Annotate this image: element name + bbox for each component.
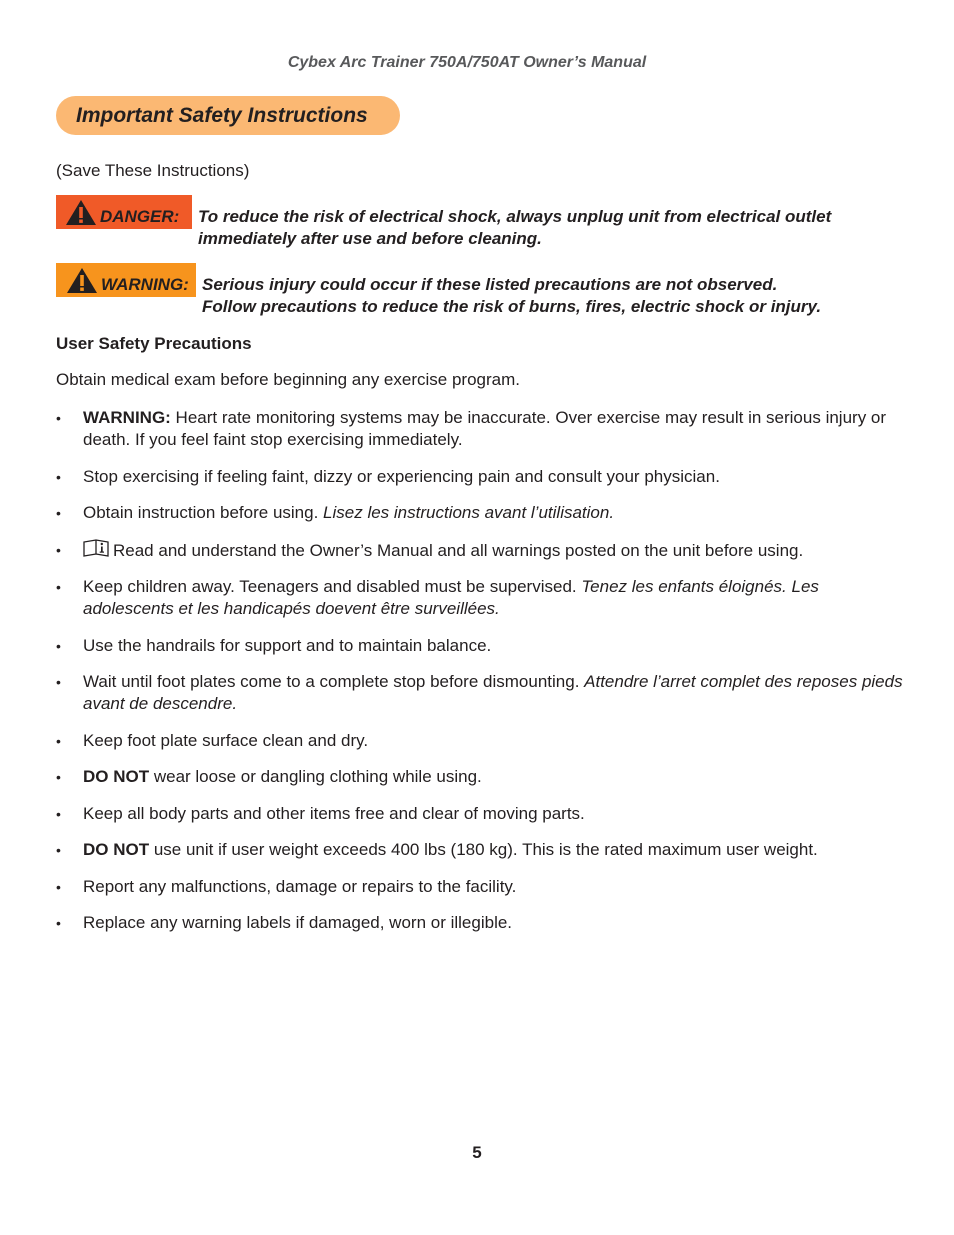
bullet: • (56, 579, 61, 595)
warning-label: WARNING: (101, 275, 189, 294)
danger-message (198, 206, 918, 250)
item-emphasis: DO NOT (83, 767, 150, 786)
list-item (56, 635, 906, 657)
danger-badge (56, 195, 192, 229)
warning-message (202, 274, 922, 318)
item-text: Replace any warning labels if damaged, worn or illegible. (83, 913, 513, 932)
list-item (56, 730, 906, 752)
list-item (56, 839, 906, 861)
item-text: Report any malfunctions, damage or repairs to the facility. (83, 876, 517, 896)
item-text: wear loose or dangling clothing while using. (149, 767, 482, 786)
user-safety-heading: User Safety Precautions (56, 334, 252, 353)
bullet: • (56, 878, 61, 895)
list-item (56, 502, 906, 524)
list-item (56, 539, 906, 562)
item-text: Keep children away. Teenagers and disabled must be supervised. (83, 577, 582, 596)
item-text: Keep all body parts and other items free and clear of moving parts. (83, 803, 585, 823)
bullet: • (56, 842, 61, 858)
warning-triangle-icon (65, 199, 97, 226)
item-emphasis: WARNING: (83, 408, 171, 427)
list-item (56, 876, 906, 898)
page-number: 5 (472, 1143, 482, 1162)
bullet: • (56, 732, 61, 749)
item-text: Read and understand the Owner’s Manual and all warnings posted on the unit before using. (113, 540, 804, 560)
warning-message-line: Follow precautions to reduce the risk of burns, fires, electric shock or injury. (202, 297, 822, 316)
bullet: • (56, 769, 61, 785)
safety-precautions-list (56, 407, 906, 949)
item-text: Use the handrails for support and to maintain balance. (83, 635, 492, 655)
danger-message-line: To reduce the risk of electrical shock, always unplug unit from electrical outlet (198, 207, 832, 226)
bullet: • (56, 410, 61, 426)
list-item (56, 576, 906, 620)
item-text: Obtain instruction before using. (83, 503, 324, 522)
item-text: Keep foot plate surface clean and dry. (83, 730, 369, 750)
list-item (56, 466, 906, 488)
item-french-text: Lisez les instructions avant l’utilisation. (323, 503, 615, 522)
manual-book-icon (83, 539, 109, 557)
list-item (56, 671, 906, 715)
item-text: use unit if user weight exceeds 400 lbs (180 kg). This is the rated maximum user weight. (149, 840, 818, 859)
item-text: Heart rate monitoring systems may be inaccurate. Over exercise may result in serious injury or death. If you feel faint stop exercising immediately. (83, 408, 887, 449)
list-item (56, 407, 906, 451)
item-french-text: Attendre l’arret complet des reposes pieds avant de descendre. (83, 672, 903, 713)
bullet: • (56, 468, 61, 485)
item-text: Stop exercising if feeling faint, dizzy or experiencing pain and consult your physician. (83, 466, 720, 486)
bullet: • (56, 674, 61, 690)
item-emphasis: DO NOT (83, 840, 150, 859)
section-title: Important Safety Instructions (56, 96, 400, 135)
list-item (56, 766, 906, 788)
running-header: Cybex Arc Trainer 750A/750AT Owner’s Manual (287, 54, 647, 71)
list-item (56, 912, 906, 934)
save-instructions-note: (Save These Instructions) (56, 161, 250, 180)
list-item (56, 803, 906, 825)
bullet: • (56, 505, 61, 521)
item-text: Wait until foot plates come to a complete stop before dismounting. (83, 672, 585, 691)
warning-message-line: Serious injury could occur if these listed precautions are not observed. (202, 275, 778, 294)
item-french-text: Tenez les enfants éloignés. Les adolescents et les handicapés doevent être surveillées. (83, 577, 819, 618)
warning-badge (56, 263, 196, 297)
bullet: • (56, 541, 61, 558)
user-safety-intro: Obtain medical exam before beginning any exercise program. (56, 370, 520, 389)
bullet: • (56, 915, 61, 931)
danger-message-line: immediately after use and before cleaning. (198, 229, 542, 248)
danger-label: DANGER: (100, 207, 180, 226)
bullet: • (56, 637, 61, 654)
warning-triangle-icon (66, 267, 98, 294)
bullet: • (56, 805, 61, 822)
